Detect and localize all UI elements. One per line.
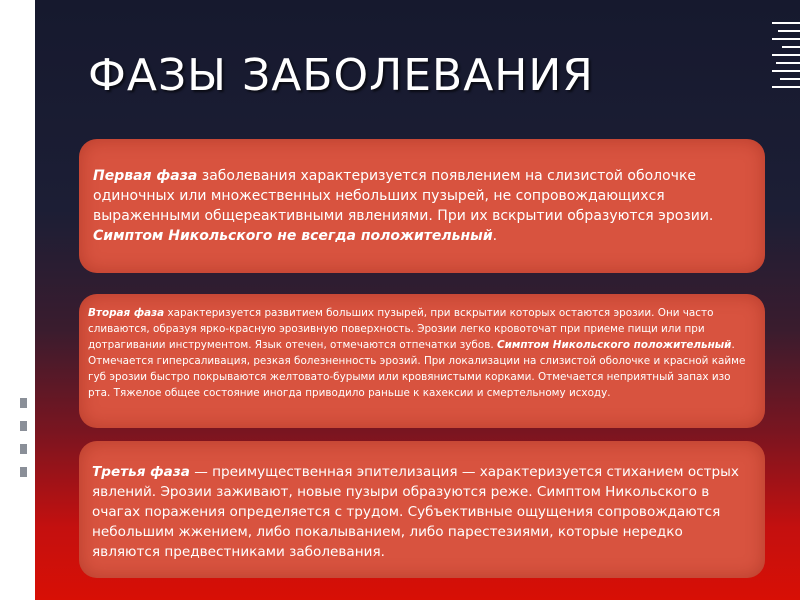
- phase-2-lead: Вторая фаза: [88, 307, 165, 319]
- phase-3-body: — преимущественная эпителизация — характеризуется стиханием острых явлений. Эрозии заживают, новые пузыри образуются реже. Симптом Никольского в очагах поражения определяется с трудом. Субъективные ощущения сопровождаются небольшим жжением, либо покалыванием, либо парестезиями, которые нередко являются предвестниками заболевания.: [92, 464, 739, 560]
- phase-2-symptom: Симптом Никольского положительный: [496, 339, 732, 351]
- phase-1-body: заболевания характеризуется появлением на слизистой оболочке одиночных или множественных небольших пузырей, не сопровождающихся выраженными общереактивными явлениями. При их вскрытии образуются эрозии.: [93, 168, 714, 224]
- decorative-lines: [772, 22, 800, 92]
- phase-3-text: [92, 462, 752, 562]
- phase-1-text: [93, 166, 751, 246]
- slide-title: ФАЗЫ ЗАБОЛЕВАНИЯ: [88, 50, 594, 101]
- phase-3-lead: Третья фаза: [92, 464, 190, 480]
- phase-2-box: [79, 294, 765, 428]
- phase-1-end: .: [492, 228, 498, 244]
- phase-2-tail: . Отмечается гиперсаливация, резкая болезненность эрозий. При локализации на слизистой оболочке и красной кайме губ эрозии быстро покрываются желтовато-бурыми или кровянистыми корками. Отмечается неприятный запах изо рта. Тяжелое общее состояние иногда приводило раньше к кахексии и смертельному исходу.: [88, 339, 746, 399]
- phase-2-body: характеризуется развитием больших пузырей, при вскрытии которых остаются эрозии. Они часто сливаются, образуя ярко-красную эрозивную поверхность. Эрозии легко кровоточат при приеме пищи или при дотрагивании инструментом. Язык отечен, отмечаются отпечатки зубов.: [88, 307, 714, 351]
- phase-3-box: [79, 441, 765, 578]
- phase-2-text: [88, 305, 756, 401]
- left-margin-band: [0, 0, 35, 600]
- phase-1-lead: Первая фаза: [93, 168, 198, 184]
- decorative-squares: [20, 398, 28, 490]
- phase-1-symptom: Симптом Никольского не всегда положительный: [93, 228, 493, 244]
- phase-1-box: [79, 139, 765, 273]
